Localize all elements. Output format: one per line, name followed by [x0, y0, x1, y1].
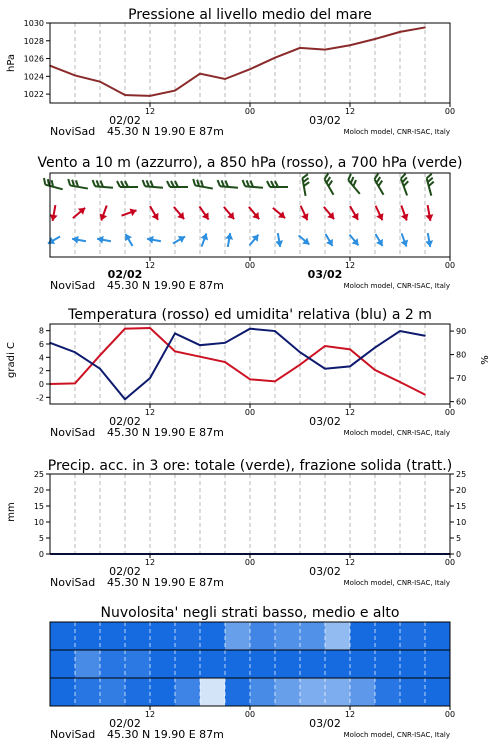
pressure-point: [399, 31, 401, 33]
humidity-point: [374, 347, 376, 349]
y-tick-label: 1026: [23, 54, 44, 64]
temperature-point: [299, 364, 301, 366]
y2-tick-label: 0: [456, 550, 462, 559]
temperature-point: [99, 355, 101, 357]
footer: [50, 576, 450, 589]
y-tick-label: -2: [36, 393, 44, 403]
axis-labels: [109, 706, 455, 730]
x-date-label: 03/02: [309, 415, 341, 428]
wind-barb-flag: [353, 180, 356, 186]
cloud-cell-basso: [125, 678, 151, 706]
humidity-point: [299, 351, 301, 353]
footer-credit: Moloch model, CNR-ISAC, Italy: [343, 128, 450, 136]
x-tick-label: 12: [344, 558, 356, 567]
cloud-cell-basso: [150, 678, 176, 706]
cloud-cell-medio: [375, 650, 401, 678]
humidity-point: [424, 335, 426, 337]
cloud-cell-basso: [300, 678, 326, 706]
x-date-label: 02/02: [107, 268, 143, 281]
cloud-cell-basso: [100, 678, 126, 706]
x-tick-label: 00: [444, 710, 456, 719]
x-tick-label: 00: [244, 107, 256, 116]
humidity-point: [124, 398, 126, 400]
temperature-point: [424, 394, 426, 396]
y-tick-label: 10: [33, 518, 44, 527]
humidity-point: [199, 344, 201, 346]
y-tick-label: 8: [38, 326, 44, 336]
x-tick-label: 12: [144, 261, 156, 270]
x-date-label: 03/02: [309, 717, 341, 730]
cloud-cell-medio: [150, 650, 176, 678]
x-date-label: 03/02: [307, 268, 343, 281]
pressure-point: [424, 27, 426, 29]
humidity-point: [399, 330, 401, 332]
y-axis-label: hPa: [6, 53, 17, 73]
cloud-cell-basso: [175, 678, 201, 706]
cloud-cell-medio: [300, 650, 326, 678]
x-tick-label: 12: [344, 408, 356, 417]
cloud-cell-medio: [400, 650, 426, 678]
footer: [50, 279, 450, 292]
x-tick-label: 00: [244, 261, 256, 270]
y-tick-label: 0: [38, 380, 44, 389]
y2-tick-label: 25: [456, 470, 467, 479]
chart-title: Nuvolosita' negli strati basso, medio e alto: [100, 605, 400, 621]
temperature-point: [224, 361, 226, 363]
footer-coords: 45.30 N 19.90 E 87m: [107, 426, 224, 439]
wind-barb-flag: [329, 181, 333, 187]
footer-coords: 45.30 N 19.90 E 87m: [107, 279, 224, 292]
x-date-label: 02/02: [109, 717, 141, 730]
cloud-cell-alto: [400, 622, 426, 650]
panel-temperature: [6, 307, 491, 439]
x-tick-label: 00: [244, 710, 256, 719]
axis-labels: [36, 327, 466, 428]
humidity-point: [99, 368, 101, 370]
cloud-cell-medio: [350, 650, 376, 678]
x-tick-label: 12: [144, 408, 156, 417]
plot-frame: [50, 324, 450, 404]
cloud-cell-basso: [75, 678, 101, 706]
wind-barb-flag: [218, 180, 220, 186]
cloud-cell-medio: [250, 650, 276, 678]
temperature-line: [50, 328, 425, 395]
grid-lines: [75, 324, 425, 404]
cloud-cell-basso: [275, 678, 301, 706]
y-tick-label: 25: [33, 470, 44, 479]
footer-location: NoviSad: [50, 576, 96, 589]
wind-barb-flag: [427, 174, 432, 178]
x-tick-label: 12: [144, 107, 156, 116]
pressure-point: [274, 57, 276, 59]
wind-barb-flag: [143, 180, 145, 186]
y-tick-label: 15: [33, 502, 44, 511]
x-tick-label: 12: [144, 710, 156, 719]
humidity-point: [74, 351, 76, 353]
humidity-point: [149, 377, 151, 379]
chart-title: Vento a 10 m (azzurro), a 850 hPa (rosso), a 700 hPa (verde): [37, 155, 463, 171]
y2-tick-label: 70: [456, 374, 467, 384]
plot-marks: [49, 27, 426, 97]
y-tick-label: 0: [38, 550, 44, 559]
wind-barb-700: [45, 185, 62, 190]
cloud-cell-alto: [200, 622, 226, 650]
footer-credit: Moloch model, CNR-ISAC, Italy: [343, 429, 450, 437]
cloud-cell-alto: [175, 622, 201, 650]
wind-barb-700: [145, 186, 163, 188]
wind-barb-flag: [351, 177, 354, 183]
pressure-point: [199, 73, 201, 75]
wind-barb-flag: [304, 182, 309, 186]
chart-title: Temperatura (rosso) ed umidita' relativa (blu) a 2 m: [68, 307, 432, 323]
x-tick-label: 12: [344, 261, 356, 270]
wind-barb-700: [95, 186, 113, 188]
pressure-point: [249, 68, 251, 70]
x-date-label: 02/02: [109, 415, 141, 428]
cloud-cell-basso: [200, 678, 226, 706]
cloud-cell-alto: [375, 622, 401, 650]
cloud-cell-medio: [50, 650, 76, 678]
chart-title: Precip. acc. in 3 ore: totale (verde), frazione solida (tratt.): [47, 458, 453, 474]
footer-location: NoviSad: [50, 279, 96, 292]
y2-tick-label: 60: [456, 397, 467, 407]
x-date-label: 03/02: [309, 114, 341, 127]
humidity-point: [349, 366, 351, 368]
y-axis-label: gradi C: [6, 342, 17, 378]
temperature-point: [174, 351, 176, 353]
x-tick-label: 12: [344, 710, 356, 719]
wind-barb-flag: [348, 174, 351, 180]
x-tick-label: 00: [244, 408, 256, 417]
cloud-cell-alto: [125, 622, 151, 650]
temperature-point: [274, 381, 276, 383]
wind-barb-flag: [243, 180, 245, 186]
y-axis-label: mm: [6, 502, 17, 522]
temperature-point: [74, 383, 76, 385]
panel-clouds: [50, 605, 455, 741]
pressure-point: [299, 47, 301, 49]
cloud-cell-medio: [125, 650, 151, 678]
footer-credit: Moloch model, CNR-ISAC, Italy: [343, 282, 450, 290]
pressure-point: [324, 49, 326, 51]
y-tick-label: 2: [38, 366, 44, 376]
temperature-point: [124, 328, 126, 330]
y-tick-label: 1028: [23, 36, 44, 46]
plot-frame: [50, 474, 450, 554]
cloud-cell-medio: [175, 650, 201, 678]
wind-barb-flag: [429, 182, 434, 186]
x-tick-label: 00: [444, 408, 456, 417]
footer-coords: 45.30 N 19.90 E 87m: [107, 728, 224, 741]
cloud-cell-alto: [50, 622, 76, 650]
y2-tick-label: 90: [456, 327, 467, 337]
pressure-point: [224, 78, 226, 80]
wind-barb-flag: [404, 181, 409, 186]
cloud-cell-basso: [225, 678, 251, 706]
cloud-cell-alto: [250, 622, 276, 650]
footer: [50, 426, 450, 439]
wind-barb-flag: [117, 181, 120, 187]
panel-wind: [37, 155, 462, 292]
panel-pressure: [6, 7, 455, 138]
temperature-point: [324, 345, 326, 347]
y-tick-label: 5: [38, 534, 44, 543]
y2-tick-label: 80: [456, 350, 467, 360]
x-tick-label: 00: [444, 558, 456, 567]
wind-barb-flag: [377, 177, 381, 183]
wind-barb-flag: [402, 177, 407, 182]
cloud-cell-alto: [325, 622, 351, 650]
temperature-point: [399, 381, 401, 383]
grid-lines: [75, 23, 425, 103]
footer: [50, 728, 450, 741]
wind-barb-flag: [302, 174, 307, 178]
footer-coords: 45.30 N 19.90 E 87m: [107, 125, 224, 138]
wind-barb-flag: [303, 178, 308, 182]
pressure-point: [99, 81, 101, 83]
temperature-point: [199, 356, 201, 358]
y-tick-label: 1030: [23, 19, 44, 28]
wind-barb-flag: [93, 180, 95, 186]
pressure-point: [74, 75, 76, 77]
pressure-point: [374, 38, 376, 40]
y2-tick-label: 20: [456, 486, 467, 495]
cloud-cell-alto: [150, 622, 176, 650]
humidity-point: [274, 330, 276, 332]
wind-barb-flag: [52, 180, 53, 187]
footer-coords: 45.30 N 19.90 E 87m: [107, 576, 224, 589]
cloud-cell-alto: [300, 622, 326, 650]
wind-barb-700: [70, 185, 88, 188]
humidity-point: [249, 328, 251, 330]
wind-barb-flag: [167, 181, 170, 187]
x-tick-label: 00: [444, 107, 456, 116]
cloud-cell-alto: [275, 622, 301, 650]
wind-barb-700: [220, 186, 238, 188]
cloud-cell-basso: [375, 678, 401, 706]
y2-axis-label: %: [480, 355, 491, 365]
pressure-point: [174, 90, 176, 92]
cloud-cell-basso: [250, 678, 276, 706]
cloud-cell-medio: [425, 650, 451, 678]
cloud-cell-basso: [325, 678, 351, 706]
wind-barb-flag: [401, 174, 406, 179]
wind-barb-flag: [267, 181, 270, 187]
x-tick-label: 00: [444, 261, 456, 270]
pressure-point: [124, 94, 126, 96]
cloud-cell-alto: [75, 622, 101, 650]
cloud-cell-alto: [100, 622, 126, 650]
panel-precipitation: [6, 458, 466, 589]
wind-barb-700: [245, 186, 263, 188]
y-tick-label: 4: [38, 353, 44, 363]
x-tick-label: 12: [344, 107, 356, 116]
humidity-point: [174, 333, 176, 335]
cloud-cell-basso: [50, 678, 76, 706]
cloud-cell-medio: [225, 650, 251, 678]
temperature-point: [374, 369, 376, 371]
cloud-cell-alto: [425, 622, 451, 650]
axis-labels: [108, 257, 455, 281]
wind-barb-flag: [428, 178, 433, 182]
cloud-cell-alto: [225, 622, 251, 650]
cloud-cell-medio: [75, 650, 101, 678]
footer-location: NoviSad: [50, 728, 96, 741]
y2-tick-label: 5: [456, 534, 462, 543]
y-tick-label: 6: [38, 340, 44, 349]
footer-credit: Moloch model, CNR-ISAC, Italy: [343, 731, 450, 739]
temperature-point: [249, 379, 251, 381]
pressure-point: [149, 95, 151, 97]
cloud-cell-basso: [350, 678, 376, 706]
y2-tick-label: 10: [456, 518, 467, 527]
wind-barb-flag: [379, 181, 383, 187]
x-date-label: 02/02: [109, 565, 141, 578]
x-tick-label: 00: [244, 558, 256, 567]
footer: [50, 125, 450, 138]
wind-barb-flag: [44, 178, 45, 185]
wind-barb-700: [195, 185, 213, 188]
wind-barb-flag: [193, 179, 195, 185]
grid-lines: [75, 474, 425, 554]
humidity-point: [224, 342, 226, 344]
cloud-cell-alto: [350, 622, 376, 650]
pressure-line: [50, 27, 425, 95]
cloud-cell-medio: [200, 650, 226, 678]
footer-credit: Moloch model, CNR-ISAC, Italy: [343, 579, 450, 587]
cloud-cell-basso: [425, 678, 451, 706]
temperature-point: [349, 349, 351, 351]
cloud-cell-medio: [325, 650, 351, 678]
wind-barb-flag: [68, 179, 70, 185]
humidity-point: [324, 368, 326, 370]
wind-barb-flag: [327, 177, 331, 183]
wind-barb-flag: [48, 179, 49, 186]
cloud-cell-basso: [400, 678, 426, 706]
chart-title: Pressione al livello medio del mare: [128, 7, 372, 23]
x-date-label: 03/02: [309, 565, 341, 578]
x-tick-label: 12: [144, 558, 156, 567]
cloud-cell-medio: [100, 650, 126, 678]
y-tick-label: 1024: [23, 72, 44, 82]
footer-location: NoviSad: [50, 426, 96, 439]
footer-location: NoviSad: [50, 125, 96, 138]
y2-tick-label: 15: [456, 502, 467, 511]
cloud-cell-medio: [275, 650, 301, 678]
pressure-point: [349, 44, 351, 46]
y-tick-label: 20: [33, 486, 44, 495]
temperature-point: [149, 327, 151, 329]
x-date-label: 02/02: [109, 114, 141, 127]
y-tick-label: 1022: [23, 90, 44, 100]
plot-marks: [49, 327, 426, 400]
